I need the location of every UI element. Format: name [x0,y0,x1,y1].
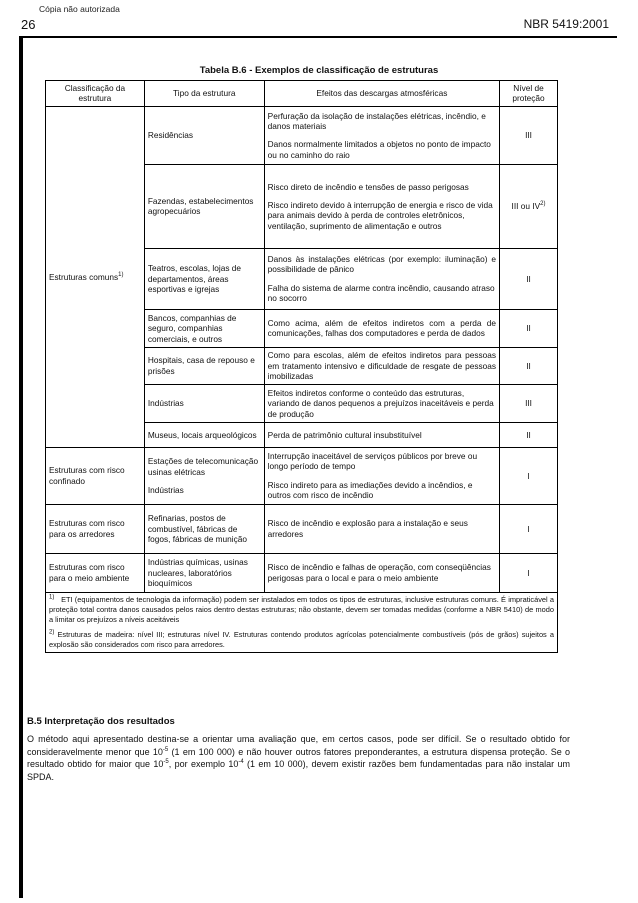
effects-cell: Efeitos indiretos conforme o conteúdo das estruturas, variando de danos pequenos a prejuízos inaceitáveis e perda de produção [264,384,499,422]
table-caption: Tabela B.6 - Exemplos de classificação de estruturas [199,65,439,76]
footnote-cell [46,592,558,652]
header-level: Nível de proteção [500,81,558,107]
footnote-row [46,592,558,652]
classification-table [45,80,558,653]
effects-cell: Como acima, além de efeitos indiretos com a perda de comunicações, falhas dos computadores e perda de dados [264,309,499,347]
table-row [46,106,558,164]
header-rule [19,36,617,38]
footnote-1: $^{1)}$ ETI (equipamentos de tecnologia da informação) podem ser instalados em todos os tipos de estruturas, inclusive estruturas comuns. É impraticável a proteção total contra danos causados pelos raios dentro destas estruturas; não obstante, devem ser tomadas medidas (conforme a NBR 5410) de modo a limitar os prejuízos a níveis aceitáveis [49,594,554,624]
level-cell: III [500,106,558,164]
level-cell: III [500,384,558,422]
header-classification: Classificação da estrutura [46,81,145,107]
table-header-row [46,81,558,107]
left-margin-bar [19,36,23,898]
type-cell: Hospitais, casa de repouso e prisões [144,347,264,384]
level-cell: II [500,347,558,384]
effects-cell: Risco de incêndio e falhas de operação, com conseqüências perigosas para o local e para o meio ambiente [264,553,499,592]
type-cell: Refinarias, postos de combustível, fábricas de fogos, fábricas de munição [144,504,264,553]
effects-cell: Perfuração da isolação de instalações elétricas, incêndio, e danos materiais Danos normalmente limitados a objetos no ponto de impacto ou no caminho do raio [264,106,499,164]
type-cell: Museus, locais arqueológicos [144,422,264,447]
type-cell: Fazendas, estabelecimentos agropecuários [144,164,264,248]
table-row [46,504,558,553]
section-title: B.5 Interpretação dos resultados [27,716,175,727]
classification-cell: Estruturas comuns$^{1)}$ [46,106,145,447]
type-cell: Residências [144,106,264,164]
level-cell: I [500,553,558,592]
effects-cell: Risco direto de incêndio e tensões de passo perigosas Risco indireto devido à interrupção de energia e risco de vida para animais devido à perda de controles eletrônicos, ventilação, suprimento de alimentação e outros [264,164,499,248]
classification-cell: Estruturas com risco para os arredores [46,504,145,553]
page-number: 26 [21,17,36,32]
type-cell: Estações de telecomunicação usinas elétricas Indústrias [144,447,264,504]
effects-cell: Perda de patrimônio cultural insubstituível [264,422,499,447]
effects-cell: Interrupção inaceitável de serviços públicos por breve ou longo período de tempo Risco indireto para as imediações devido a incêndios, e outros com risco de incêndio [264,447,499,504]
effects-cell: Como para escolas, além de efeitos indiretos para pessoas em tratamento intensivo e dificuldade de resgate de pessoas imobilizadas [264,347,499,384]
level-cell: II [500,422,558,447]
watermark-text: Cópia não autorizada [39,4,120,14]
effects-cell: Danos às instalações elétricas (por exemplo: iluminação) e possibilidade de pânico Falha do sistema de alarme contra incêndio, causando atraso no socorro [264,248,499,309]
standard-code: NBR 5419:2001 [523,17,609,31]
section-paragraph: O método aqui apresentado destina-se a orientar uma avaliação que, em certos casos, pode ser difícil. Se o resultado obtido for consideravelmente menor que $10^{-5}$ (1 em 100 000) e não houver outros fatores preponderantes, a estrutura dispensa proteção. Se o resultado obtido for maior que $10^{-5}$, por exemplo $10^{-4}$ (1 em 10 000), devem existir razões bem fundamentadas para não instalar um SPDA. [27,734,570,782]
type-cell: Bancos, companhias de seguro, companhias comerciais, e outros [144,309,264,347]
level-cell: II [500,309,558,347]
header-type: Tipo da estrutura [144,81,264,107]
header-effects: Efeitos das descargas atmosféricas [264,81,499,107]
level-cell: II [500,248,558,309]
table-row [46,553,558,592]
footnote-2: $^{2)}$ Estruturas de madeira: nível III; estruturas nível IV. Estruturas contendo produtos agrícolas potencialmente combustíveis (pós de grãos) sujeitos a explosão são considerados com risco para arredores. [49,629,554,649]
effects-cell: Risco de incêndio e explosão para a instalação e seus arredores [264,504,499,553]
type-cell: Indústrias [144,384,264,422]
level-cell: I [500,447,558,504]
table-row [46,447,558,504]
type-cell: Indústrias químicas, usinas nucleares, laboratórios bioquímicos [144,553,264,592]
level-cell: III ou IV$^{2)}$ [500,164,558,248]
level-cell: I [500,504,558,553]
type-cell: Teatros, escolas, lojas de departamentos, áreas esportivas e igrejas [144,248,264,309]
classification-cell: Estruturas com risco confinado [46,447,145,504]
classification-cell: Estruturas com risco para o meio ambiente [46,553,145,592]
